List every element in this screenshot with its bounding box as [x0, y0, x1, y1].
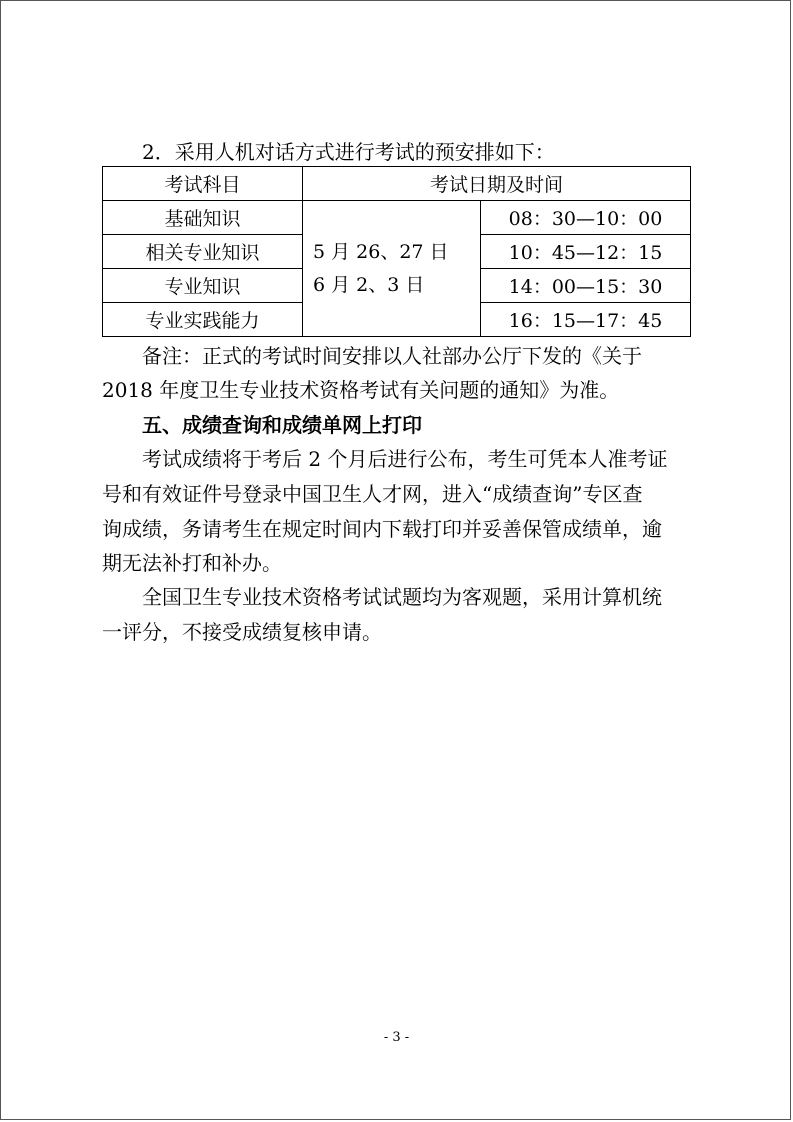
page-number: - 3 -: [383, 1030, 410, 1045]
header-datetime: 考试日期及时间: [303, 167, 691, 201]
subject-cell: 基础知识: [103, 201, 303, 235]
paragraph-line: 一评分，不接受成绩复核申请。: [102, 620, 382, 644]
note-line-1: 备注：正式的考试时间安排以人社部办公厅下发的《关于: [142, 344, 642, 368]
table-row: [103, 201, 691, 235]
header-subject: 考试科目: [103, 167, 303, 201]
paragraph-line: 期无法补打和补办。: [102, 551, 282, 575]
subject-cell: 专业知识: [103, 269, 303, 303]
date-line: 6 月 2、3 日: [313, 273, 425, 296]
note-line-2: 2018 年度卫生专业技术资格考试有关问题的通知》为准。: [102, 378, 620, 402]
section-2-intro: 2．采用人机对话方式进行考试的预安排如下：: [142, 140, 555, 164]
paragraph-line: 全国卫生专业技术资格考试试题均为客观题，采用计算机统: [142, 585, 662, 609]
paragraph-line: 号和有效证件号登录中国卫生人才网，进入“成绩查询”专区查: [102, 482, 643, 506]
time-cell: 16：15—17：45: [481, 303, 691, 337]
table-header-row: [103, 167, 691, 201]
subject-cell: 相关专业知识: [103, 235, 303, 269]
date-line: 5 月 26、27 日: [313, 240, 449, 263]
paragraph-line: 询成绩，务请考生在规定时间内下载打印并妥善保管成绩单，逾: [102, 517, 662, 541]
paragraph-line: 考试成绩将于考后 2 个月后进行公布，考生可凭本人准考证: [142, 447, 668, 471]
exam-schedule-table: [102, 166, 691, 337]
dates-cell: [303, 201, 481, 337]
time-cell: 10：45—12：15: [481, 235, 691, 269]
section-5-heading: 五、成绩查询和成绩单网上打印: [142, 413, 422, 437]
time-cell: 14：00—15：30: [481, 269, 691, 303]
time-cell: 08：30—10：00: [481, 201, 691, 235]
subject-cell: 专业实践能力: [103, 303, 303, 337]
